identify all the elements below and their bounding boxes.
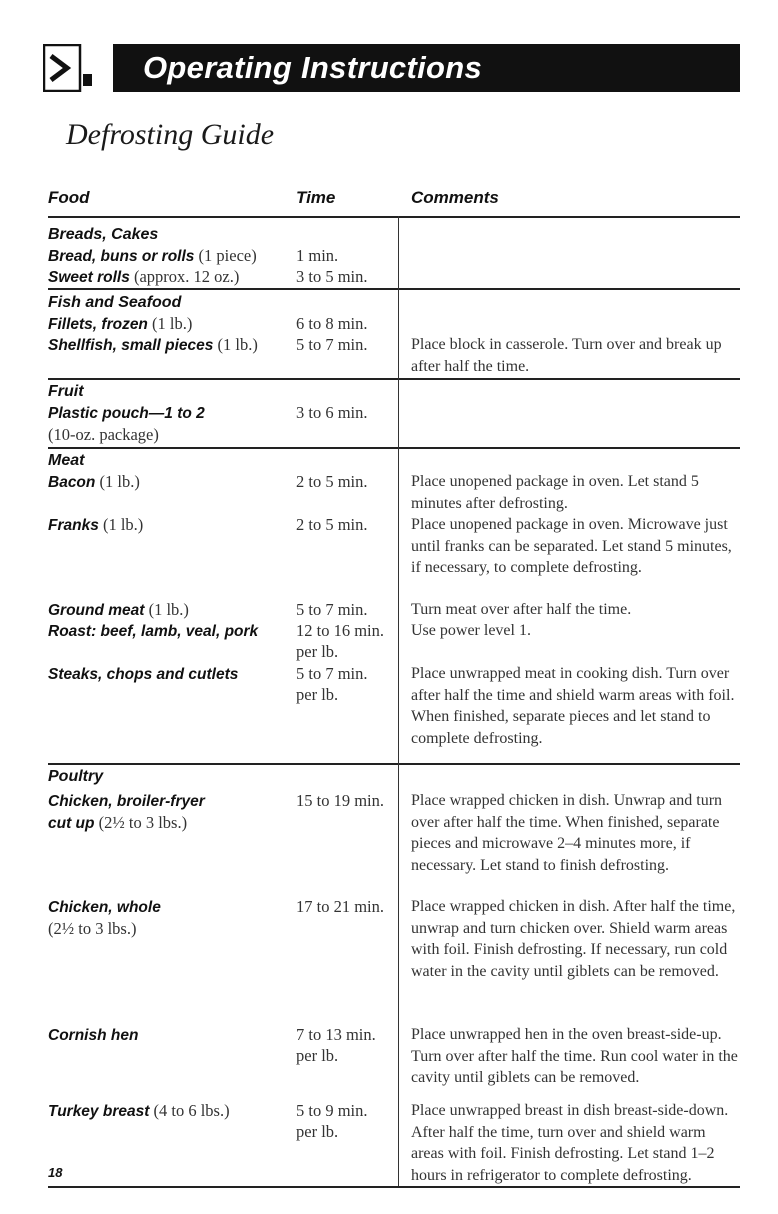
time-value: 5 to 7 min. — [296, 335, 368, 354]
table-rule — [48, 378, 740, 380]
table-rule — [48, 288, 740, 290]
comment-text: Place unopened package in oven. Microwave just until franks can be separated. Let stand 5 minutes, if necessary, to complete defrosting. — [411, 516, 732, 576]
food-item: Plastic pouch—1 to 2 (10-oz. package) — [48, 405, 205, 444]
column-divider — [398, 216, 399, 1186]
page-number: 18 — [48, 1165, 63, 1180]
table-rule — [48, 1186, 740, 1188]
food-item: Steaks, chops and cutlets — [48, 666, 239, 683]
comment-text: Place unwrapped breast in dish breast-side-down. After half the time, turn over and shield warm areas with foil. Finish defrosting. Let stand 1–2 hours in refrigerator to complete defrosting. — [411, 1102, 729, 1184]
page-title: Defrosting Guide — [66, 118, 275, 151]
section-title-meat: Meat — [48, 452, 85, 469]
food-item: Chicken, whole (2½ to 3 lbs.) — [48, 899, 161, 938]
comment-text: Place unopened package in oven. Let stand 5 minutes after defrosting. — [411, 473, 699, 512]
table-rule — [48, 763, 740, 765]
time-value: 3 to 6 min. — [296, 403, 368, 422]
column-header-time: Time — [296, 188, 336, 207]
section-header: Operating Instructions — [113, 44, 740, 92]
time-value: 2 to 5 min. — [296, 472, 368, 491]
section-title-poultry: Poultry — [48, 768, 104, 785]
time-value: 1 min. — [296, 246, 339, 265]
food-item: Bacon (1 lb.) — [48, 472, 140, 491]
comment-text: Use power level 1. — [411, 622, 531, 639]
comment-text: Place block in casserole. Turn over and break up after half the time. — [411, 336, 722, 375]
comment-text: Place unwrapped hen in the oven breast-side-up. Turn over after half the time. Run cool water in the cavity until giblets can be removed. — [411, 1026, 738, 1086]
column-header-comments: Comments — [411, 188, 499, 207]
food-item: Chicken, broiler-fryer cut up (2½ to 3 lbs.) — [48, 793, 205, 832]
time-value: 2 to 5 min. — [296, 515, 368, 534]
food-item: Franks (1 lb.) — [48, 515, 144, 534]
time-value: 5 to 7 min. per lb. — [296, 664, 368, 704]
food-item: Fillets, frozen (1 lb.) — [48, 314, 193, 333]
time-value: 5 to 9 min. per lb. — [296, 1101, 368, 1141]
time-value: 7 to 13 min. per lb. — [296, 1025, 376, 1065]
table-rule — [48, 447, 740, 449]
time-value: 6 to 8 min. — [296, 314, 368, 333]
time-value: 12 to 16 min. per lb. — [296, 621, 385, 661]
time-value: 15 to 19 min. — [296, 791, 385, 810]
food-item: Cornish hen — [48, 1027, 139, 1044]
comment-text: Place unwrapped meat in cooking dish. Turn over after half the time and shield warm areas with foil. When finished, separate pieces and let stand to complete defrosting. — [411, 665, 735, 747]
food-item: Sweet rolls (approx. 12 oz.) — [48, 267, 240, 286]
speaker-panel-icon — [43, 44, 93, 92]
food-item: Bread, buns or rolls (1 piece) — [48, 246, 257, 265]
section-title-breads: Breads, Cakes — [48, 226, 159, 243]
comment-text: Place wrapped chicken in dish. Unwrap and turn over after half the time. When finished, separate pieces and microwave 2–4 minutes more, if necessary. Let stand to finish defrosting. — [411, 792, 723, 874]
time-value: 5 to 7 min. — [296, 600, 368, 619]
time-value: 3 to 5 min. — [296, 267, 368, 286]
comment-text: Place wrapped chicken in dish. After half the time, unwrap and turn chicken over. Shield warm areas with foil. Finish defrosting. If necessary, run cold water in the cavity until giblets can be removed. — [411, 898, 736, 980]
table-rule — [48, 216, 740, 218]
comment-text: Turn meat over after half the time. — [411, 601, 632, 618]
column-header-food: Food — [48, 188, 90, 207]
section-title-fruit: Fruit — [48, 383, 84, 400]
food-item: Shellfish, small pieces (1 lb.) — [48, 335, 258, 354]
food-item: Roast: beef, lamb, veal, pork — [48, 623, 259, 640]
section-title-fish: Fish and Seafood — [48, 294, 182, 311]
food-item: Turkey breast (4 to 6 lbs.) — [48, 1101, 230, 1120]
food-item: Ground meat (1 lb.) — [48, 600, 189, 619]
time-value: 17 to 21 min. — [296, 897, 385, 916]
